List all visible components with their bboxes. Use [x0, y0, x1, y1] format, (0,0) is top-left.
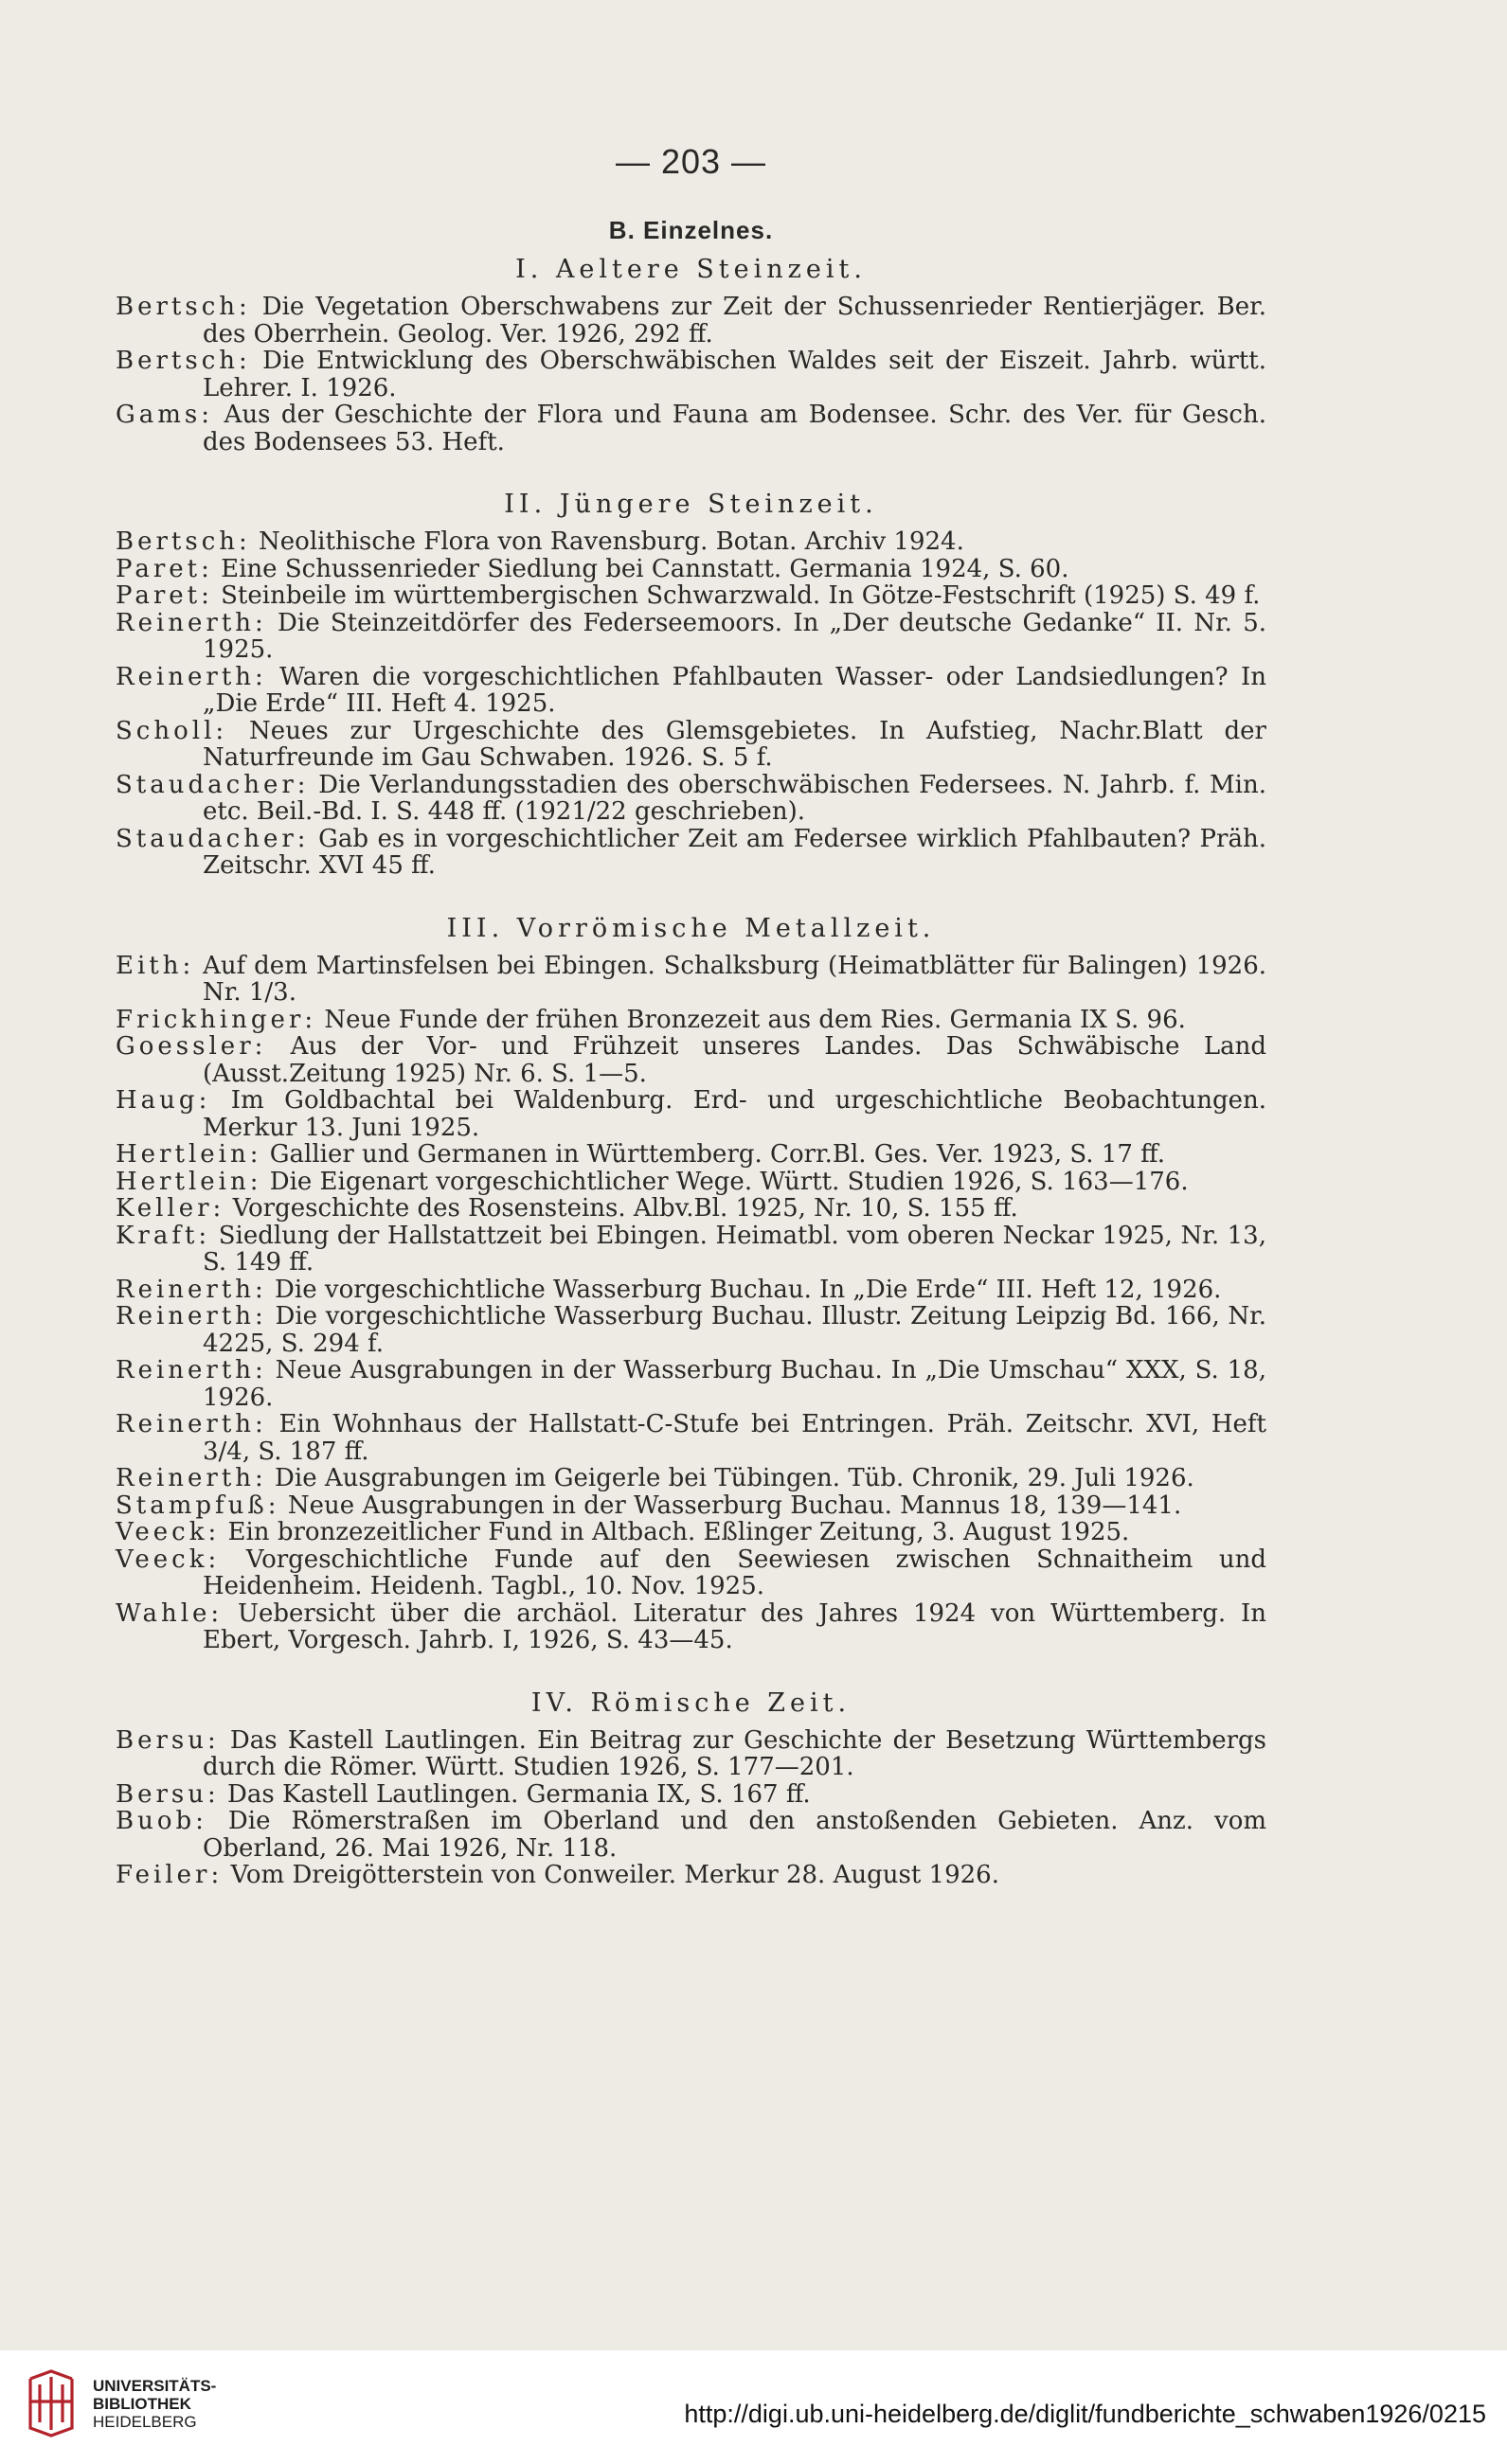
- entry-text: Die Steinzeitdörfer des Federseemoors. In „Der deutsche Gedanke“ II. Nr. 5. 1925.: [203, 608, 1266, 664]
- section: [116, 914, 1266, 1654]
- bibliography-entry: [116, 1492, 1266, 1520]
- entry-text: Ein bronzezeitlicher Fund in Altbach. Eßlinger Zeitung, 3. August 1925.: [220, 1518, 1130, 1546]
- bibliography-entry: [116, 718, 1266, 772]
- entry-text: Neue Ausgrabungen in der Wasserburg Buchau. In „Die Umschau“ XXX, S. 18, 1926.: [203, 1356, 1266, 1412]
- library-name: [93, 2377, 216, 2431]
- entry-author: Reinerth:: [116, 1410, 267, 1438]
- entry-text: Auf dem Martinsfelsen bei Ebingen. Schalksburg (Heimatblätter für Balingen) 1926. Nr. 1/3.: [194, 951, 1266, 1007]
- entry-author: Buob:: [116, 1807, 207, 1835]
- library-line-1: UNIVERSITÄTS-: [93, 2376, 217, 2395]
- bibliography-entry: [116, 1169, 1266, 1196]
- part-title: B. Einzelnes.: [608, 216, 774, 244]
- entry-text: Neue Ausgrabungen in der Wasserburg Buchau. Mannus 18, 139—141.: [279, 1491, 1182, 1520]
- entry-text: Die Ausgrabungen im Geigerle bei Tübingen. Tüb. Chronik, 29. Juli 1926.: [266, 1464, 1194, 1492]
- section: [116, 255, 1266, 455]
- entry-author: Goessler:: [116, 1032, 267, 1061]
- bibliography-entry: [116, 1519, 1266, 1546]
- bibliography-entry: [116, 1223, 1266, 1277]
- entry-text: Gab es in vorgeschichtlicher Zeit am Federsee wirklich Pfahlbauten? Präh. Zeitschr. XVI 45 ff.: [203, 824, 1266, 880]
- entry-author: Kraft:: [116, 1221, 211, 1250]
- bibliography-entry: [116, 556, 1266, 583]
- bibliography-entry: [116, 953, 1266, 1007]
- entry-author: Reinerth:: [116, 1356, 267, 1384]
- entry-author: Reinerth:: [116, 1464, 267, 1492]
- entry-text: Aus der Geschichte der Flora und Fauna am Bodensee. Schr. des Ver. für Gesch. des Bodensees 53. Heft.: [203, 401, 1266, 456]
- entry-author: Gams:: [116, 401, 214, 429]
- entry-author: Bertsch:: [116, 347, 251, 375]
- entry-text: Aus der Vor- und Frühzeit unseres Landes. Das Schwäbische Land (Ausst.Zeitung 1925) Nr. 6. S. 1—5.: [203, 1032, 1266, 1088]
- section-title: IV. Römische Zeit.: [530, 1687, 852, 1718]
- entry-author: Scholl:: [116, 716, 228, 745]
- entry-text: Uebersicht über die archäol. Literatur des Jahres 1924 von Württemberg. In Ebert, Vorgesch. Jahrb. I, 1926, S. 43—45.: [203, 1598, 1266, 1654]
- bibliography-entry: [116, 1465, 1266, 1492]
- entry-text: Vom Dreigötterstein von Conweiler. Merkur 28. August 1926.: [223, 1861, 999, 1889]
- entry-author: Bersu:: [116, 1779, 220, 1809]
- entry-author: Hertlein:: [116, 1140, 262, 1169]
- entry-text: Die Römerstraßen im Oberland und den anstoßenden Gebieten. Anz. vom Oberland, 26. Mai 1926, Nr. 118.: [203, 1807, 1266, 1863]
- entry-author: Paret:: [116, 581, 213, 610]
- entry-author: Staudacher:: [116, 770, 310, 799]
- entry-author: Staudacher:: [116, 824, 310, 853]
- entry-text: Vorgeschichte des Rosensteins. Albv.Bl. 1925, Nr. 10, S. 155 ff.: [224, 1194, 1018, 1223]
- entry-text: Die Verlandungsstadien des oberschwäbischen Federsees. N. Jahrb. f. Min. etc. Beil.-Bd. I. S. 448 ff. (1921/22 geschrieben).: [203, 770, 1266, 826]
- bibliography-entry: [116, 402, 1266, 455]
- entry-author: Reinerth:: [116, 662, 267, 691]
- bibliography-entry: [116, 1141, 1266, 1169]
- bibliography-entry: [116, 1546, 1266, 1600]
- bibliography-entry: [116, 826, 1266, 880]
- bibliography-entry: [116, 1195, 1266, 1223]
- entry-text: Gallier und Germanen in Württemberg. Corr.Bl. Ges. Ver. 1923, S. 17 ff.: [261, 1140, 1165, 1169]
- entry-text: Steinbeile im württembergischen Schwarzwald. In Götze-Festschrift (1925) S. 49 f.: [212, 581, 1261, 610]
- entry-text: Die vorgeschichtliche Wasserburg Buchau. Illustr. Zeitung Leipzig Bd. 166, Nr. 4225, S. 294 f.: [203, 1302, 1266, 1358]
- section-title: I. Aeltere Steinzeit.: [515, 255, 867, 284]
- bibliography-entry: [116, 1727, 1266, 1781]
- entry-text: Im Goldbachtal bei Waldenburg. Erd- und urgeschichtliche Beobachtungen. Merkur 13. Juni 1925.: [203, 1086, 1266, 1142]
- entry-author: Wahle:: [116, 1598, 224, 1628]
- section: [116, 490, 1266, 880]
- entry-text: Eine Schussenrieder Siedlung bei Cannstatt. Germania 1924, S. 60.: [212, 554, 1069, 583]
- bibliography-entry: [116, 528, 1266, 556]
- entry-author: Reinerth:: [116, 1302, 267, 1330]
- library-line-2: BIBLIOTHEK: [93, 2394, 191, 2413]
- entry-text: Waren die vorgeschichtlichen Pfahlbauten Wasser- oder Landsiedlungen? In „Die Erde“ III. Heft 4. 1925.: [203, 662, 1266, 718]
- bibliography-entry: [116, 610, 1266, 664]
- entry-text: Das Kastell Lautlingen. Ein Beitrag zur Geschichte der Besetzung Württembergs durch die Römer. Württ. Studien 1926, S. 177—201.: [203, 1725, 1266, 1781]
- library-line-3: HEIDELBERG: [93, 2412, 197, 2431]
- entry-author: Eith:: [116, 951, 195, 980]
- section-title: III. Vorrömische Metallzeit.: [446, 913, 936, 943]
- permalink-url[interactable]: http://digi.ub.uni-heidelberg.de/diglit/fundberichte_schwaben1926/0215: [684, 2400, 1486, 2428]
- bibliography-entry: [116, 1808, 1266, 1862]
- bibliography-entry: [116, 1007, 1266, 1034]
- entry-text: Die vorgeschichtliche Wasserburg Buchau. In „Die Erde“ III. Heft 12, 1926.: [266, 1275, 1222, 1304]
- entry-author: Reinerth:: [116, 1275, 267, 1304]
- library-logo-icon: [27, 2369, 76, 2437]
- page-content: [116, 142, 1266, 1923]
- entry-text: Vorgeschichtliche Funde auf den Seewiesen zwischen Schnaitheim und Heidenheim. Heidenh. Tagbl., 10. Nov. 1925.: [203, 1544, 1266, 1600]
- entry-author: Veeck:: [116, 1518, 221, 1546]
- entry-author: Bertsch:: [116, 293, 251, 321]
- bibliography-entry: [116, 348, 1266, 402]
- bibliography-entry: [116, 772, 1266, 826]
- entry-text: Neues zur Urgeschichte des Glemsgebietes. In Aufstieg, Nachr.Blatt der Naturfreunde im Gau Schwaben. 1926. S. 5 f.: [203, 716, 1266, 772]
- bibliography-entry: [116, 1033, 1266, 1087]
- library-logo[interactable]: [27, 2369, 216, 2437]
- page-number: — 203 —: [615, 142, 767, 181]
- bibliography-entry: [116, 1277, 1266, 1304]
- entry-text: Das Kastell Lautlingen. Germania IX, S. 167 ff.: [219, 1779, 811, 1809]
- bibliography-entry: [116, 1411, 1266, 1465]
- entry-text: Neolithische Flora von Ravensburg. Botan. Archiv 1924.: [250, 527, 964, 556]
- entry-text: Die Eigenart vorgeschichtlicher Wege. Württ. Studien 1926, S. 163—176.: [261, 1167, 1189, 1196]
- bibliography-entry: [116, 294, 1266, 348]
- section-title: II. Jüngere Steinzeit.: [504, 490, 878, 519]
- bibliography-entry: [116, 1600, 1266, 1654]
- section: [116, 1688, 1266, 1889]
- entry-text: Die Entwicklung des Oberschwäbischen Waldes seit der Eiszeit. Jahrb. württ. Lehrer. I. 1926.: [203, 347, 1266, 402]
- entry-author: Keller:: [116, 1194, 225, 1223]
- footer: [0, 2350, 1507, 2464]
- entry-author: Reinerth:: [116, 608, 267, 637]
- bibliography-entry: [116, 1357, 1266, 1411]
- bibliography-entry: [116, 582, 1266, 610]
- bibliography-entry: [116, 1781, 1266, 1809]
- entry-author: Bertsch:: [116, 527, 251, 556]
- entry-text: Siedlung der Hallstattzeit bei Ebingen. Heimatbl. vom oberen Neckar 1925, Nr. 13, S. 149 ff.: [203, 1221, 1266, 1277]
- entry-author: Stampfuß:: [116, 1491, 280, 1520]
- entry-text: Die Vegetation Oberschwabens zur Zeit der Schussenrieder Rentierjäger. Ber. des Oberrhein. Geolog. Ver. 1926, 292 ff.: [203, 293, 1266, 348]
- entry-author: Paret:: [116, 554, 213, 583]
- bibliography-sections: [116, 255, 1266, 1889]
- entry-author: Hertlein:: [116, 1167, 262, 1196]
- bibliography-entry: [116, 1862, 1266, 1889]
- entry-author: Bersu:: [116, 1725, 220, 1755]
- entry-author: Feiler:: [116, 1861, 224, 1889]
- entry-author: Frickhinger:: [116, 1005, 317, 1034]
- bibliography-entry: [116, 1303, 1266, 1357]
- entry-text: Neue Funde der frühen Bronzezeit aus dem Ries. Germania IX S. 96.: [316, 1005, 1186, 1034]
- bibliography-entry: [116, 1087, 1266, 1141]
- entry-text: Ein Wohnhaus der Hallstatt-C-Stufe bei Entringen. Präh. Zeitschr. XVI, Heft 3/4, S. 187 ff.: [203, 1410, 1266, 1466]
- bibliography-entry: [116, 664, 1266, 718]
- entry-author: Veeck:: [116, 1544, 221, 1574]
- entry-author: Haug:: [116, 1086, 211, 1115]
